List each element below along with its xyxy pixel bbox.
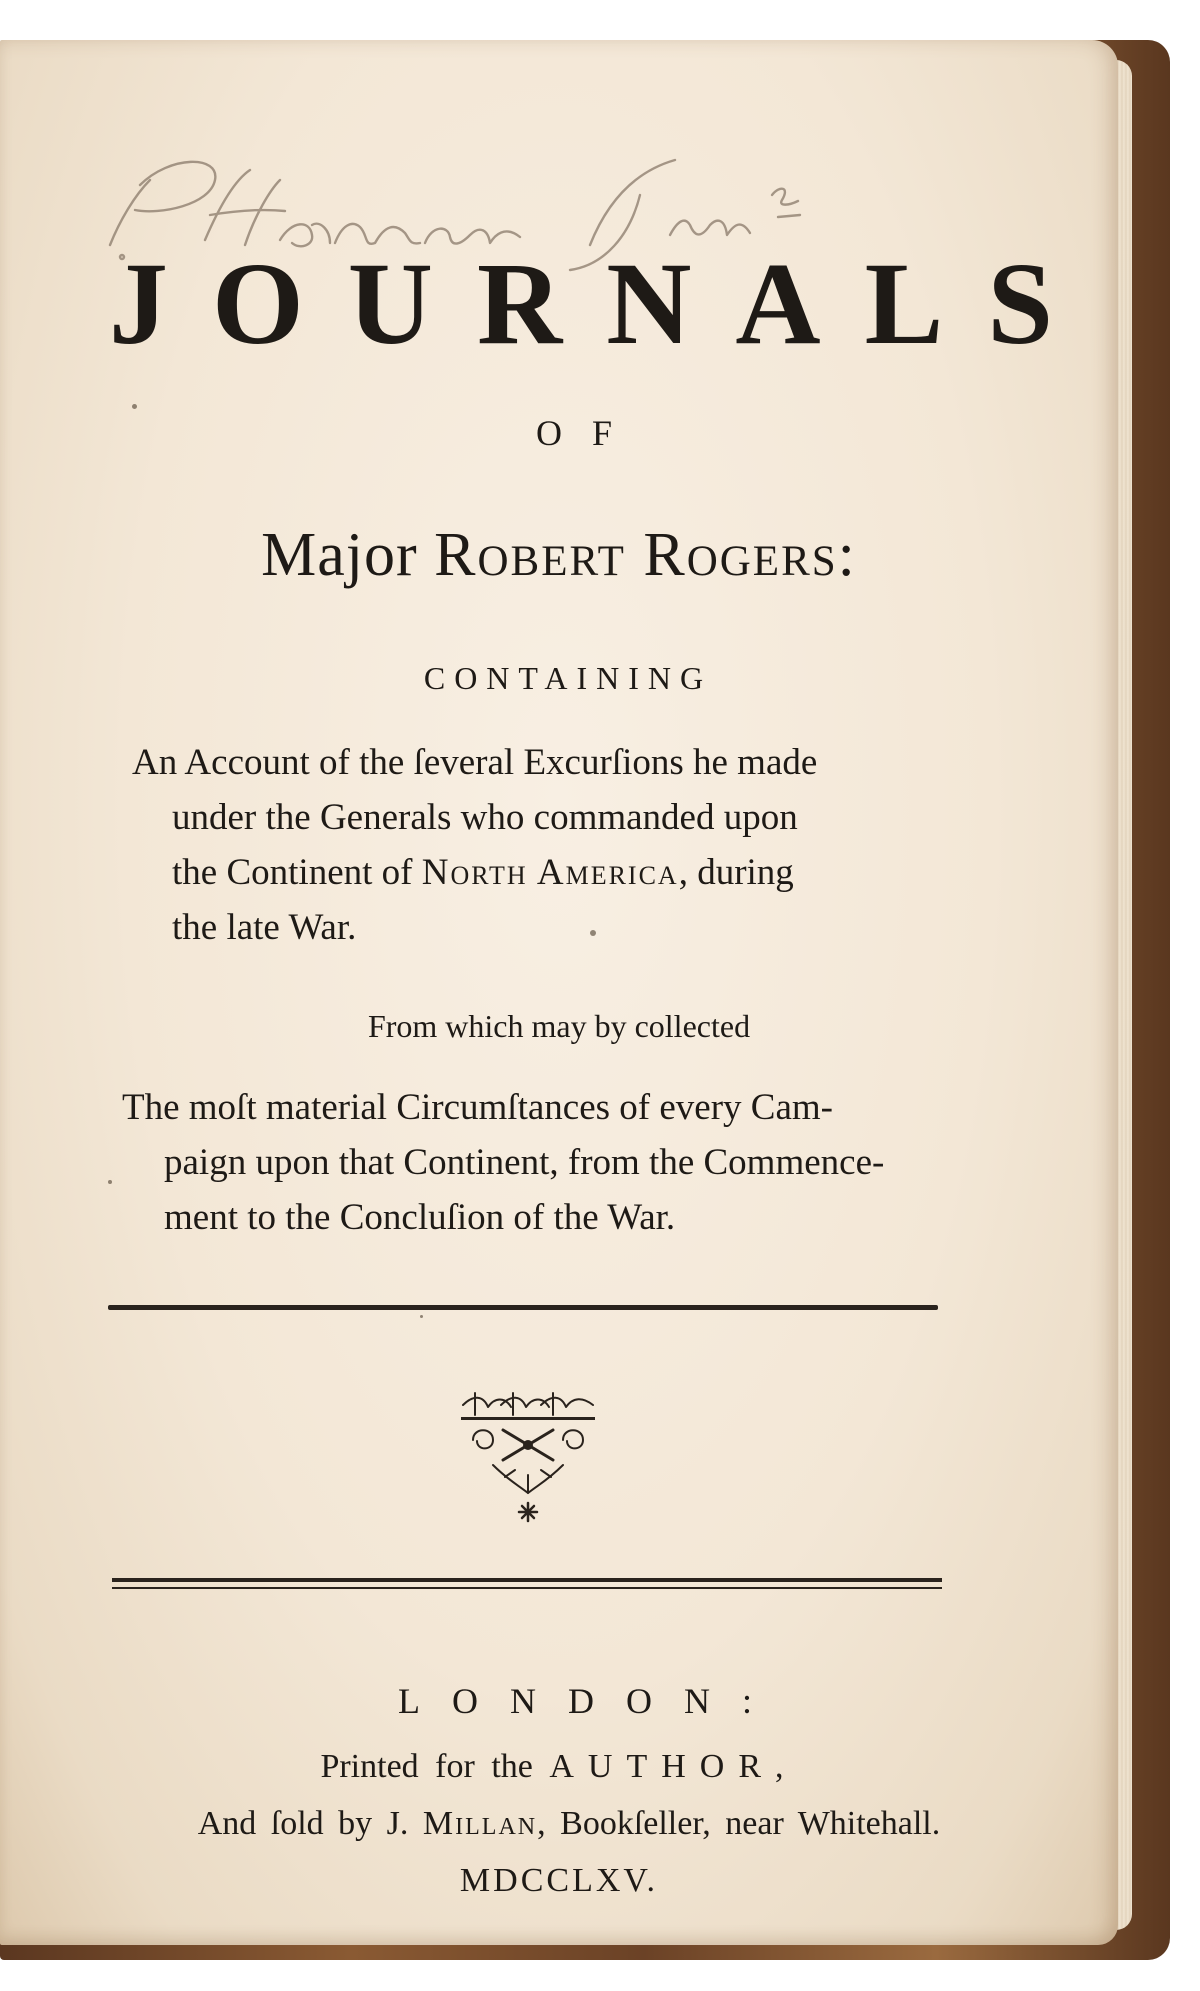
sold-location: , Bookſeller, near Whitehall. (537, 1805, 941, 1842)
author-name: Robert Rogers: (434, 521, 857, 589)
account-line-4: the late War. (172, 907, 357, 948)
printed-author: AUTHOR, (549, 1748, 798, 1785)
circumstances-line-1: The moſt material Circumſtances of every Cam- (122, 1087, 833, 1128)
title-page (0, 40, 1118, 1945)
account-line-2: under the Generals who commanded upon (172, 797, 798, 838)
imprint-city: LONDON: (398, 1681, 784, 1721)
circumstances-paragraph (122, 1080, 930, 1245)
circumstances-line-3: ment to the Concluſion of the War. (164, 1197, 676, 1238)
author-prefix: Major (261, 521, 418, 589)
fleuron-ornament-icon (453, 1385, 603, 1525)
bookseller-name: Millan (422, 1805, 538, 1842)
foxing-spot (590, 930, 596, 936)
divider-rule-bottom-thin (112, 1587, 942, 1589)
imprint-sold (0, 1805, 1128, 1843)
imprint-date: MDCCLXV. (459, 1862, 659, 1899)
north-america: North America (421, 852, 679, 893)
printed-for: Printed for the (320, 1748, 533, 1785)
divider-rule-bottom-thick (112, 1578, 942, 1582)
book-title: JOURNALS (109, 238, 1097, 369)
foxing-spot (132, 404, 137, 409)
author-line (0, 520, 1118, 591)
account-line-3 (132, 845, 932, 900)
account-line-3-pre: the Continent of (172, 852, 413, 893)
account-line-3-post: , during (678, 852, 794, 893)
imprint-printed (0, 1748, 1118, 1786)
containing-heading: CONTAINING (423, 660, 713, 696)
foxing-spot (420, 1315, 423, 1318)
divider-rule-top (108, 1305, 938, 1310)
account-paragraph (132, 735, 932, 955)
foxing-spot (108, 1180, 112, 1184)
from-line: From which may by collected (367, 1008, 751, 1044)
title-of: OF (535, 413, 643, 453)
account-line-1: An Account of the ſeveral Excurſions he made (132, 742, 818, 783)
sold-by: And ſold by J. (197, 1805, 409, 1842)
circumstances-line-2: paign upon that Continent, from the Commence- (164, 1142, 885, 1183)
